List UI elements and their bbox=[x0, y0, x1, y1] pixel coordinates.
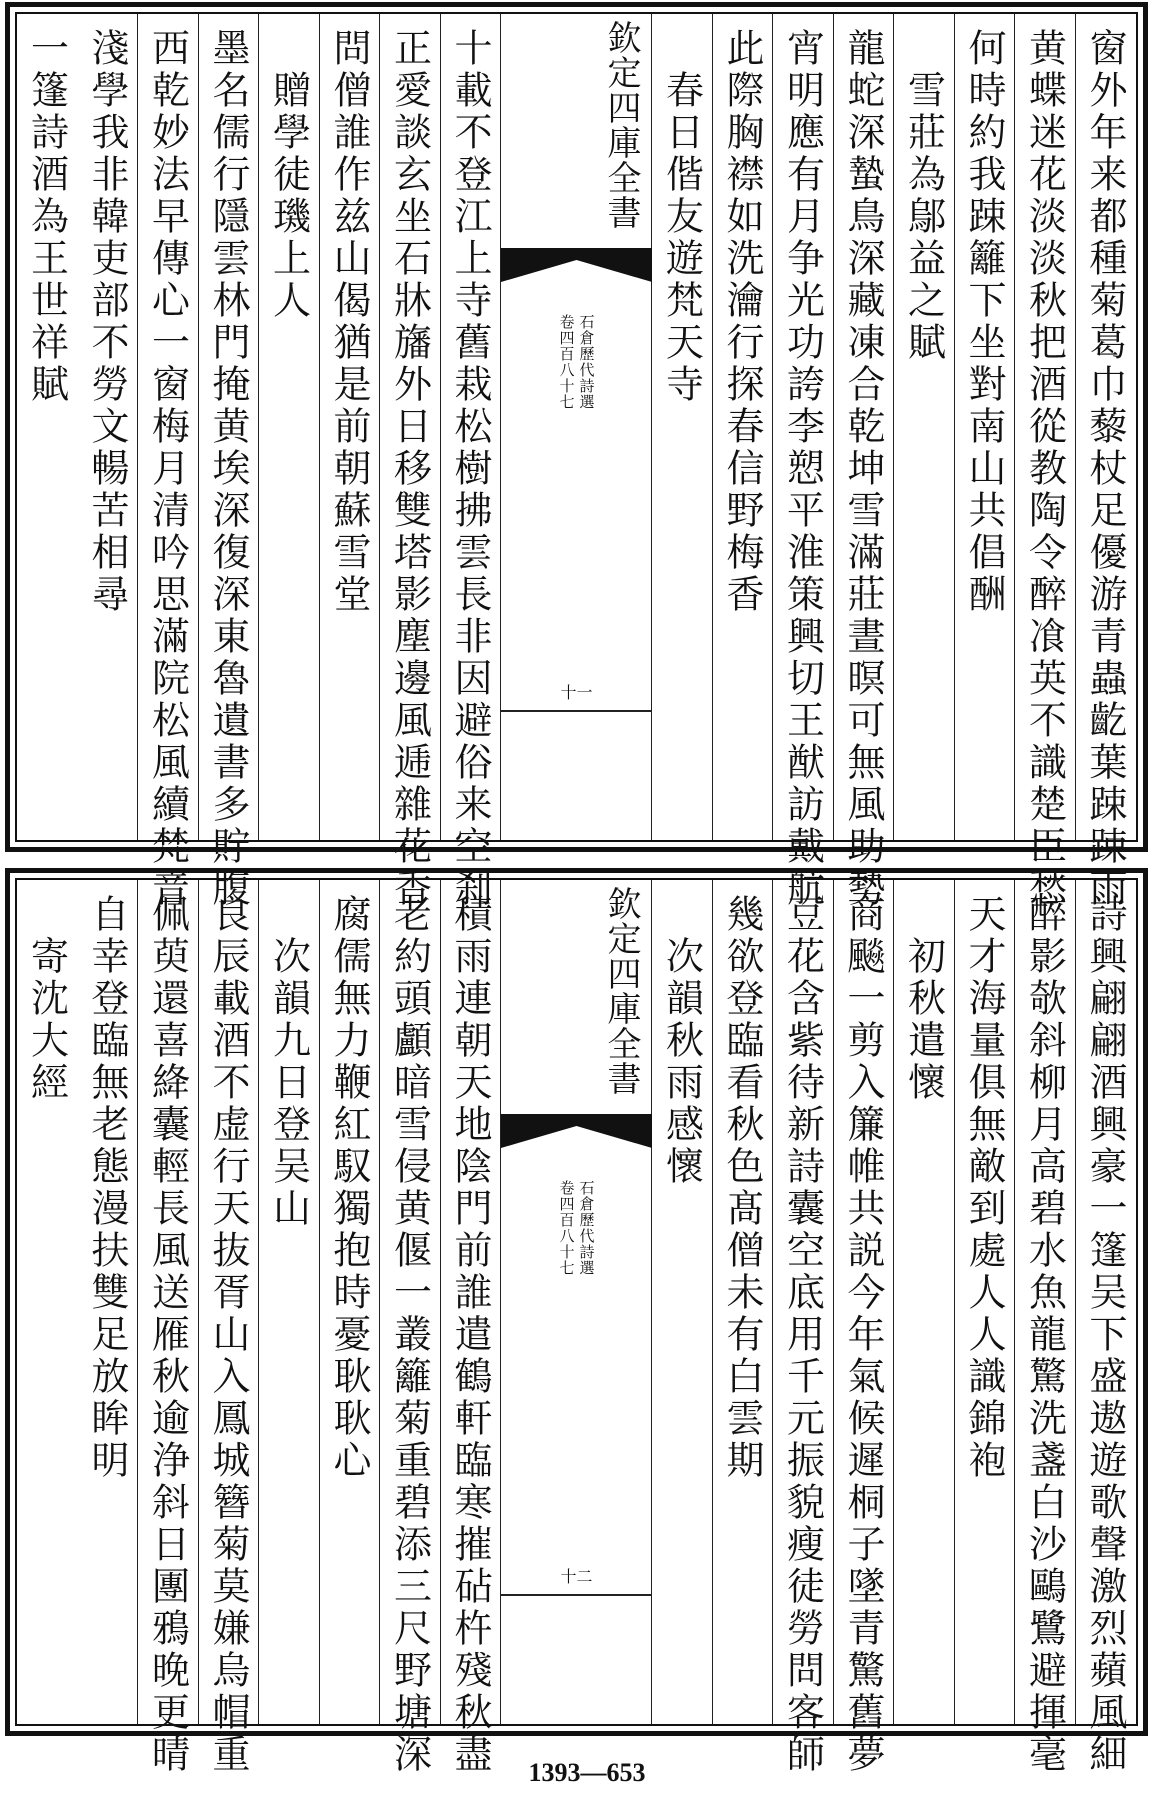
text-column bbox=[834, 880, 895, 1776]
text-column bbox=[78, 880, 139, 1724]
text-column bbox=[380, 14, 441, 910]
collection-title: 石倉歷代詩選 bbox=[577, 314, 596, 410]
text-column-content: 宵明應有月争光功誇李愬平淮策興切王猷訪戴航 bbox=[780, 28, 825, 910]
text-column bbox=[17, 14, 78, 840]
text-column bbox=[955, 880, 1016, 1724]
text-column-content: 腐儒無力鞭紅馭獨抱時憂耿耿心 bbox=[327, 894, 371, 1482]
text-column bbox=[1076, 880, 1137, 1776]
text-column bbox=[259, 880, 320, 1724]
text-column bbox=[713, 880, 774, 1724]
text-column-content: 豆花含紫待新詩囊空底用千元振貌瘦徒勞問客師 bbox=[780, 894, 825, 1776]
text-column-content: 淺學我非韓吏部不勞文暢苦相尋 bbox=[85, 28, 129, 616]
text-column bbox=[441, 14, 502, 910]
collection-title: 石倉歷代詩選 bbox=[577, 1180, 596, 1276]
text-column-content: 黄蝶迷花淡淡秋把酒從教陶令醉飡英不識楚臣愁 bbox=[1022, 28, 1067, 910]
text-column-content: 問僧誰作兹山偈猶是前朝蘇雪堂 bbox=[327, 28, 371, 616]
text-column bbox=[199, 14, 260, 910]
text-column-content: 此際胸襟如洗瀹行探春信野梅香 bbox=[720, 28, 764, 616]
text-column bbox=[652, 880, 713, 1724]
text-column-content: 次韻秋雨感懷 bbox=[659, 894, 704, 1188]
volume-number: 卷四百八十七 bbox=[557, 314, 576, 410]
text-column bbox=[380, 880, 441, 1776]
text-column bbox=[773, 880, 834, 1776]
text-column bbox=[773, 14, 834, 910]
leaf-number: 十二 bbox=[560, 1567, 593, 1586]
text-column bbox=[894, 880, 955, 1724]
text-column bbox=[259, 14, 320, 840]
text-column-content: 積雨連朝天地陰門前誰遣鶴軒臨寒摧砧杵殘秋盡 bbox=[448, 894, 492, 1776]
text-column bbox=[199, 880, 260, 1776]
text-column bbox=[1076, 14, 1137, 910]
text-column-content: 詩興翩翩酒興豪一篷吴下盛遨遊歌聲激烈蘋風細 bbox=[1083, 894, 1127, 1776]
center-rule bbox=[501, 710, 652, 712]
book-title: 欽定四庫全書 bbox=[601, 886, 641, 1096]
text-column-content: 老約頭顱暗雪侵黄偃一叢籬菊重碧添三尺野塘深 bbox=[387, 894, 432, 1776]
text-column-content: 正愛談玄坐石牀旛外日移雙塔影塵邊風逓雜花香 bbox=[387, 28, 432, 910]
text-column-content: 天才海量俱無敵到處人人識錦袍 bbox=[962, 894, 1006, 1482]
text-column-content: 贈學徒璣上人 bbox=[266, 28, 311, 322]
fish-tail-mark-icon bbox=[501, 246, 652, 286]
text-column-content: 窗外年来都種菊葛巾藜杖足優游青蟲齕葉踈踈雨 bbox=[1083, 28, 1127, 910]
text-column bbox=[713, 14, 774, 840]
text-column-content: 十載不登江上寺舊栽松樹拂雲長非因避俗来空刹 bbox=[448, 28, 492, 910]
leaf-number: 十一 bbox=[560, 683, 593, 702]
text-column-content: 墨名儒行隱雲林門掩黄埃深復深東魯遺書多貯腹 bbox=[206, 28, 250, 910]
text-column bbox=[320, 880, 381, 1724]
fish-tail-mark-icon bbox=[501, 1112, 652, 1152]
text-column bbox=[138, 14, 199, 910]
text-column bbox=[441, 880, 502, 1776]
text-column-content: 春日偕友遊梵天寺 bbox=[659, 28, 704, 406]
text-column-content: 佩萸還喜絳囊輕長風送雁秋逾浄斜日團鴉晚更晴 bbox=[145, 894, 190, 1776]
text-column bbox=[138, 880, 199, 1776]
text-column-content: 幾欲登臨看秋色髙僧未有白雲期 bbox=[720, 894, 764, 1482]
text-column-content: 龍蛇深蟄鳥深藏凍合乾坤雪滿莊晝暝可無風助勢 bbox=[841, 28, 885, 910]
text-column-content: 西乾妙法早傳心一窗梅月清吟思滿院松風續梵音 bbox=[145, 28, 190, 910]
page-number-footer: 1393—653 bbox=[528, 1758, 646, 1787]
text-column-content: 何時約我踈籬下坐對南山共倡酬 bbox=[962, 28, 1006, 616]
volume-number: 卷四百八十七 bbox=[557, 1180, 576, 1276]
text-column-content: 寄沈大經 bbox=[24, 894, 69, 1104]
book-title: 欽定四庫全書 bbox=[601, 20, 641, 230]
text-column bbox=[320, 14, 381, 840]
text-column bbox=[834, 14, 895, 910]
text-column-content: 初秋遣懷 bbox=[901, 894, 946, 1104]
text-column-content: 一篷詩酒為王世祥賦 bbox=[24, 28, 69, 406]
text-column bbox=[78, 14, 139, 840]
text-column bbox=[955, 14, 1016, 840]
text-column bbox=[17, 880, 78, 1724]
center-margin-column bbox=[501, 14, 652, 840]
text-column-content: 雪莊為鄔益之賦 bbox=[901, 28, 946, 364]
text-column bbox=[652, 14, 713, 840]
center-rule bbox=[501, 1594, 652, 1596]
text-column bbox=[1015, 14, 1076, 910]
center-margin-column bbox=[501, 880, 652, 1724]
page-top-frame bbox=[15, 12, 1138, 910]
text-column-content: 自幸登臨無老態漫扶雙足放眸明 bbox=[85, 894, 129, 1482]
text-column bbox=[894, 14, 955, 840]
text-column bbox=[1015, 880, 1076, 1776]
text-column-content: 次韻九日登吴山 bbox=[266, 894, 311, 1230]
text-column-content: 良辰載酒不虚行天抜胥山入鳳城簪菊莫嫌烏帽重 bbox=[206, 894, 250, 1776]
text-column-content: 醉影欹斜柳月高碧水魚龍驚洗盞白沙鷗鷺避揮毫 bbox=[1022, 894, 1067, 1776]
page-top bbox=[5, 2, 1148, 910]
text-column-content: 商飈一剪入簾帷共説今年氣候遲桐子墜青驚舊夢 bbox=[841, 894, 885, 1776]
